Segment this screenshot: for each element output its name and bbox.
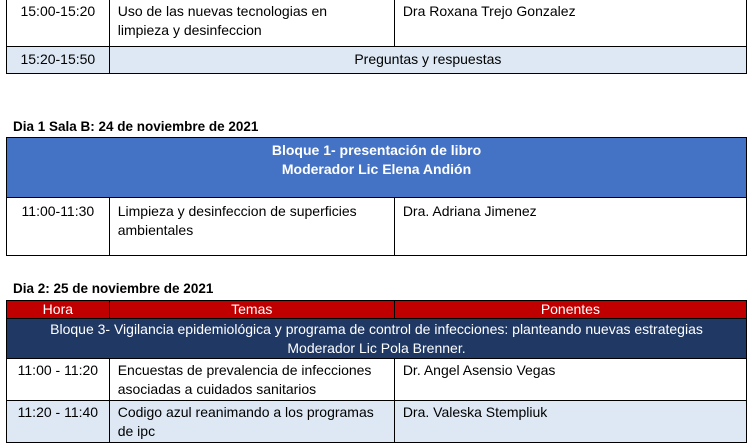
column-header-ponentes: Ponentes bbox=[394, 301, 746, 319]
block-header-cell bbox=[7, 319, 747, 359]
block-header-cell bbox=[7, 138, 747, 198]
schedule-table-day2 bbox=[6, 300, 747, 443]
block-moderator: Moderador Lic Pola Brenner. bbox=[287, 340, 466, 356]
time-cell: 11:20 - 11:40 bbox=[7, 401, 110, 443]
topic-line: Codigo azul reanimando a los programas bbox=[117, 404, 374, 420]
column-header-row bbox=[7, 301, 747, 319]
day2-heading: Dia 2: 25 de noviembre de 2021 bbox=[13, 281, 214, 296]
time-cell: 11:00-11:30 bbox=[7, 198, 110, 256]
topic-line: de ipc bbox=[117, 423, 156, 439]
block-header-row bbox=[7, 319, 747, 359]
topic-line: limpieza y desinfeccion bbox=[117, 22, 262, 38]
topic-line: ambientales bbox=[117, 222, 194, 238]
topic-line: Limpieza y desinfeccion de superficies bbox=[117, 203, 357, 219]
speaker-cell: Dra. Adriana Jimenez bbox=[394, 198, 746, 256]
column-header-temas: Temas bbox=[109, 301, 394, 319]
speaker-cell: Dra. Valeska Stempliuk bbox=[394, 401, 746, 443]
table-row bbox=[7, 47, 747, 74]
topic-line: asociadas a cuidados sanitarios bbox=[117, 381, 317, 397]
topic-line: Encuestas de prevalencia de infecciones bbox=[117, 362, 372, 378]
speaker-cell: Dra Roxana Trejo Gonzalez bbox=[394, 0, 746, 47]
schedule-table-day1-sala-b bbox=[6, 137, 747, 256]
table-row bbox=[7, 359, 747, 401]
time-cell: 15:20-15:50 bbox=[7, 47, 110, 74]
block-title: Bloque 1- presentación de libro bbox=[271, 142, 482, 158]
table-row bbox=[7, 0, 747, 47]
topic-cell bbox=[109, 0, 394, 47]
block-title: Bloque 3- Vigilancia epidemiológica y programa de control de infecciones: planteando nuevas estrategias bbox=[50, 321, 703, 337]
topic-cell bbox=[109, 198, 394, 256]
topic-line: Uso de las nuevas tecnologias en bbox=[117, 3, 328, 19]
time-cell: 11:00 - 11:20 bbox=[7, 359, 110, 401]
topic-cell bbox=[109, 401, 394, 443]
time-cell: 15:00-15:20 bbox=[7, 0, 110, 47]
topic-cell bbox=[109, 359, 394, 401]
qa-cell: Preguntas y respuestas bbox=[109, 47, 746, 74]
day1-sala-b-heading: Dia 1 Sala B: 24 de noviembre de 2021 bbox=[13, 119, 259, 134]
column-header-hora: Hora bbox=[7, 301, 110, 319]
table-row bbox=[7, 401, 747, 443]
speaker-cell: Dr. Angel Asensio Vegas bbox=[394, 359, 746, 401]
table-row bbox=[7, 198, 747, 256]
schedule-table-day1-sala-a bbox=[6, 0, 747, 74]
block-header-row bbox=[7, 138, 747, 198]
block-moderator: Moderador Lic Elena Andión bbox=[281, 161, 472, 177]
